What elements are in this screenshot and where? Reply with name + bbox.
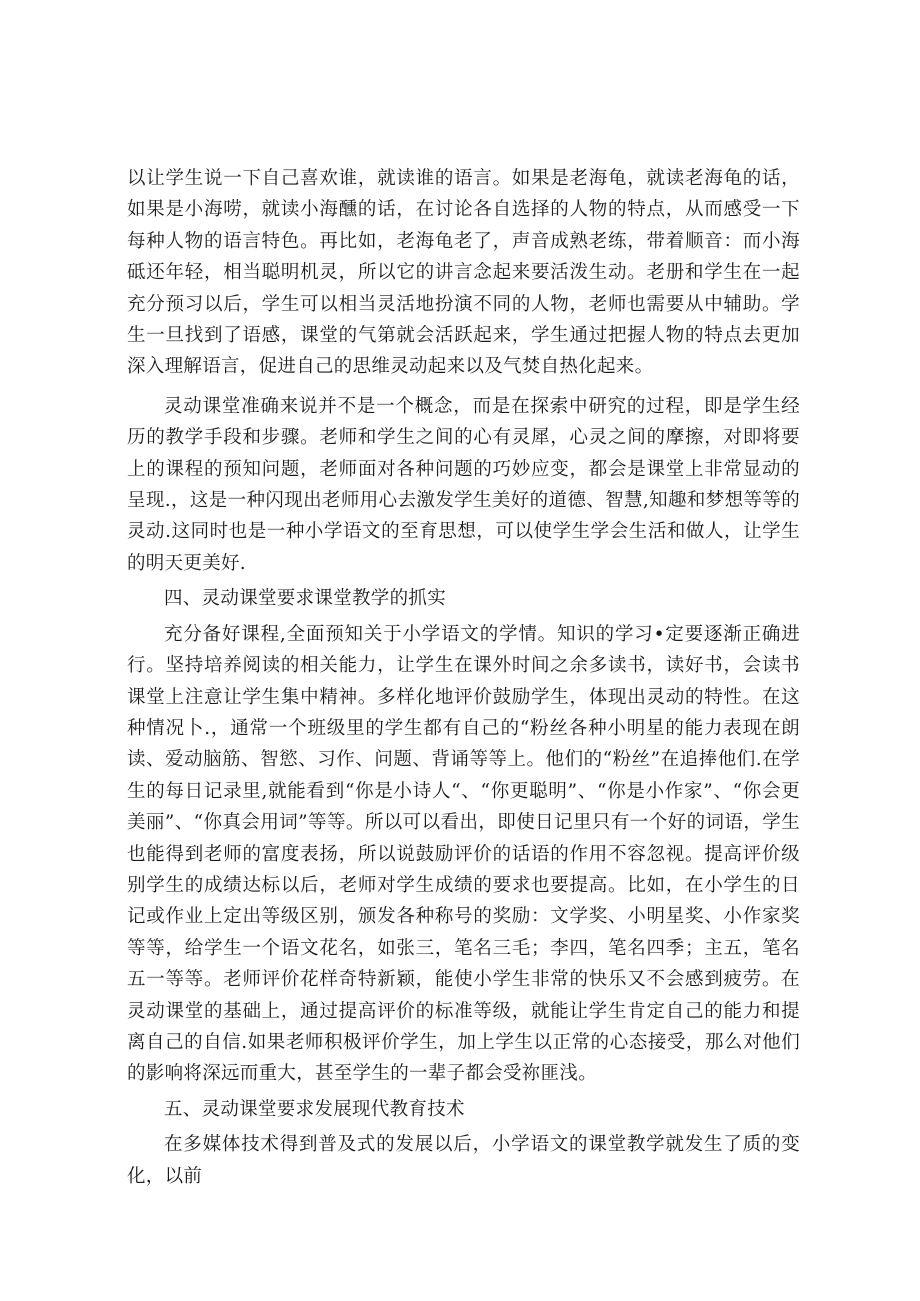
paragraph-multimedia-technology: 在多媒体技术得到普及式的发展以后，小学语文的课堂教学就发生了质的变化，以前 (127, 1134, 800, 1187)
section-heading-five: 五、灵动课堂要求发展现代教育技术 (164, 1098, 465, 1120)
paragraph-reading-roles: 以让学生说一下自己喜欢谁，就读谁的语言。如果是老海龟，就读老海龟的话，如果是小海唠，就读小海醺的话，在讨论各自选择的人物的特点，从而感受一下每种人物的语言特色。再比如，老海龟老了，声音成熟老练，带着顺音：而小海砥还年轻，相当聪明机灵，所以它的讲言念起来要活泼生动。老册和学生在一起充分预习以后，学生可以相当灵活地扮演不同的人物，老师也需要从中辅助。学生一旦找到了语感，课堂的气第就会活跃起来，学生通过把握人物的特点去更加深入理解语言，促进自己的思维灵动起来以及气焚自热化起来。 (127, 168, 800, 378)
section-heading-four: 四、灵动课堂要求课堂教学的抓实 (164, 588, 447, 610)
paragraph-evaluation-encouragement: 充分备好课程,全面预知关于小学语文的学情。知识的学习•定要逐渐正确进行。坚持培养阅读的相关能力，让学生在课外时间之余多读书，读好书，会读书课堂上注意让学生集中精神。多样化地评价鼓励学生，体现出灵动的特性。在这种情况卜.，通常一个班级里的学生都有自己的“粉丝各种小明星的能力表现在朗读、爱动脑筋、智慾、习作、问题、背诵等等上。他们的“粉丝”在追捧他们.在学生的每日记录里,就能看到“你是小诗人“、“你更聪明”、“你是小作家”、“你会更美丽”、“你真会用词”等等。所以可以看出，即使日记里只有一个好的词语，学生也能得到老师的富度表扬，所以说鼓励评价的话语的作用不容忽视。提高评价级别学生的成绩达标以后，老师对学生成绩的要求也要提高。比如，在小学生的日记或作业上定出等级区别，颁发各种称号的奖励：文学奖、小明星奖、小作家奖等等，给学生一个语文花名，如张三，笔名三毛；李四，笔名四季；主五，笔名五一等等。老师评价花样奇特新颖，能使小学生非常的快乐又不会感到疲劳。在灵动课堂的基础上，通过提高评价的标准等级，就能让学生肯定自己的能力和提离自己的自信.如果老师积极评价学生，加上学生以正常的心态接受，那么对他们的影响将深远而重大，甚至学生的一辈子都会受祢匪浅。 (127, 623, 800, 1085)
paragraph-lively-classroom-concept: 灵动课堂准确来说并不是一个概念，而是在探索中研究的过程，即是学生经历的教学手段和步骤。老师和学生之间的心有灵犀，心灵之间的摩擦，对即将要上的课程的预知问题，老师面对各种问题的巧妙应变，都会是课堂上非常显动的呈现.，这是一种闪现出老师用心去激发学生美好的道德、智慧,知趣和梦想等等的灵动.这同时也是一种小学语文的至育思想，可以使学生学会生活和做人，让学生的明天更美好. (127, 395, 800, 574)
